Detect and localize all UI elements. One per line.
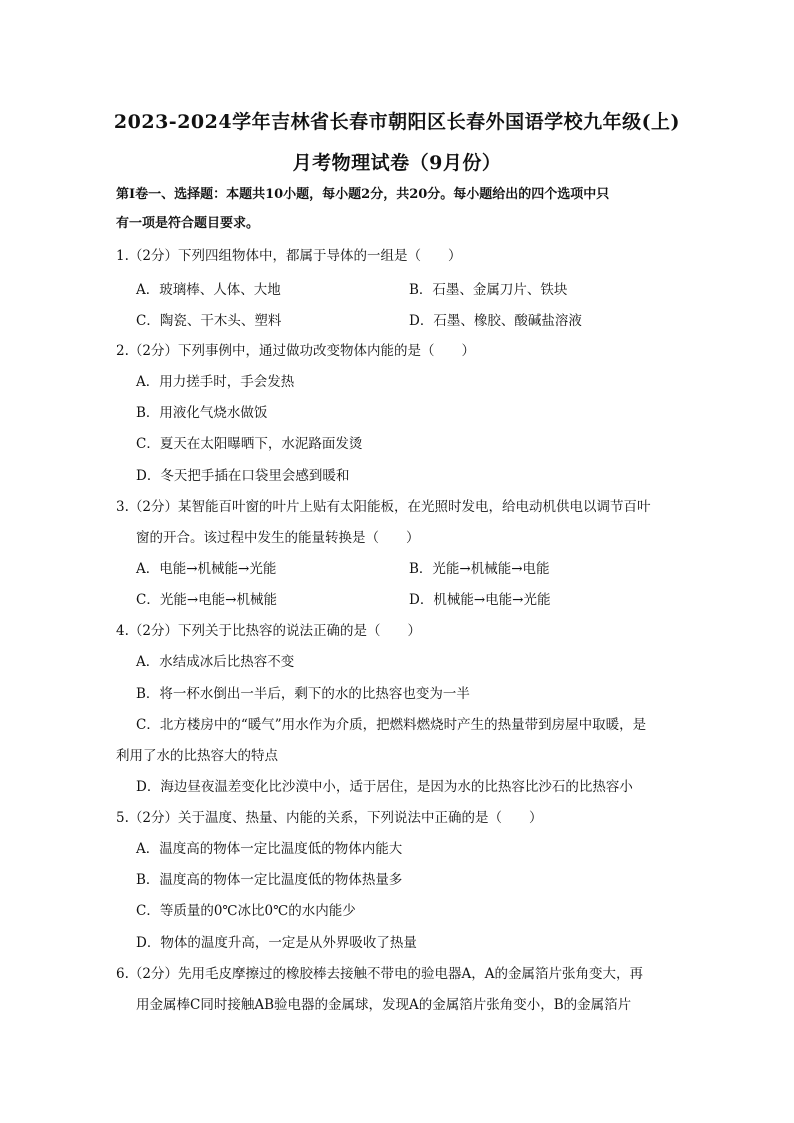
q4-option-b: B．将一杯水倒出一半后，剩下的水的比热容也变为一半 bbox=[136, 686, 470, 702]
q1-option-a: A．玻璃棒、人体、大地 bbox=[136, 282, 281, 298]
q1-option-d: D．石墨、橡胶、酸碱盐溶液 bbox=[409, 313, 582, 329]
q5-option-a: A．温度高的物体一定比温度低的物体内能大 bbox=[136, 841, 403, 857]
question-3-stem: 3.（2分）某智能百叶窗的叶片上贴有太阳能板，在光照时发电，给电动机供电以调节百叶 bbox=[116, 499, 651, 515]
q4-option-c: C．北方楼房中的“暖气”用水作为介质，把燃料燃烧时产生的热量带到房屋中取暖，是 bbox=[136, 717, 647, 733]
question-1-stem: 1.（2分）下列四组物体中，都属于导体的一组是（ ） bbox=[116, 248, 462, 264]
question-6-stem-cont: 用金属棒C同时接触AB验电器的金属球，发现A的金属箔片张角变小，B的金属箔片 bbox=[136, 997, 632, 1013]
section-instructions bbox=[116, 180, 682, 238]
q3-option-a: A．电能→机械能→光能 bbox=[136, 561, 277, 577]
q3-option-b: B．光能→机械能→电能 bbox=[409, 561, 550, 577]
q4-option-c-cont: 利用了水的比热容大的特点 bbox=[116, 748, 278, 764]
q3-option-d: D．机械能→电能→光能 bbox=[409, 592, 551, 608]
q1-option-c: C．陶瓷、干木头、塑料 bbox=[136, 313, 282, 329]
exam-title-line2: 月考物理试卷（9月份） bbox=[292, 152, 502, 174]
question-6-stem: 6.（2分）先用毛皮摩擦过的橡胶棒去接触不带电的验电器A，A的金属箔片张角变大，再 bbox=[116, 966, 643, 982]
q4-option-d: D．海边昼夜温差变化比沙漠中小，适于居住，是因为水的比热容比沙石的比热容小 bbox=[136, 779, 633, 795]
q5-option-c: C．等质量的0℃冰比0℃的水内能少 bbox=[136, 903, 356, 919]
question-3-stem-cont: 窗的开合。该过程中发生的能量转换是（ ） bbox=[136, 530, 420, 546]
q2-option-c: C．夏天在太阳曝晒下，水泥路面发烫 bbox=[136, 436, 363, 452]
q1-option-b: B．石墨、金属刀片、铁块 bbox=[409, 282, 568, 298]
q2-option-b: B．用液化气烧水做饭 bbox=[136, 405, 268, 421]
question-2-stem: 2.（2分）下列事例中，通过做功改变物体内能的是（ ） bbox=[116, 343, 475, 359]
q5-option-d: D．物体的温度升高，一定是从外界吸收了热量 bbox=[136, 935, 417, 951]
q2-option-a: A．用力搓手时，手会发热 bbox=[136, 374, 295, 390]
exam-title-line1: 2023-2024学年吉林省长春市朝阳区长春外国语学校九年级(上) bbox=[113, 111, 681, 133]
q3-option-c: C．光能→电能→机械能 bbox=[136, 592, 277, 608]
section-line1: 第Ⅰ卷一、选择题：本题共10小题，每小题2分，共20分。每小题给出的四个选项中只 bbox=[116, 187, 610, 202]
question-5-stem: 5.（2分）关于温度、热量、内能的关系，下列说法中正确的是（ ） bbox=[116, 810, 543, 826]
q5-option-b: B．温度高的物体一定比温度低的物体热量多 bbox=[136, 872, 403, 888]
question-4-stem: 4.（2分）下列关于比热容的说法正确的是（ ） bbox=[116, 623, 421, 639]
q4-option-a: A．水结成冰后比热容不变 bbox=[136, 654, 295, 670]
q2-option-d: D．冬天把手插在口袋里会感到暖和 bbox=[136, 468, 350, 484]
section-line2: 有一项是符合题目要求。 bbox=[116, 216, 260, 231]
